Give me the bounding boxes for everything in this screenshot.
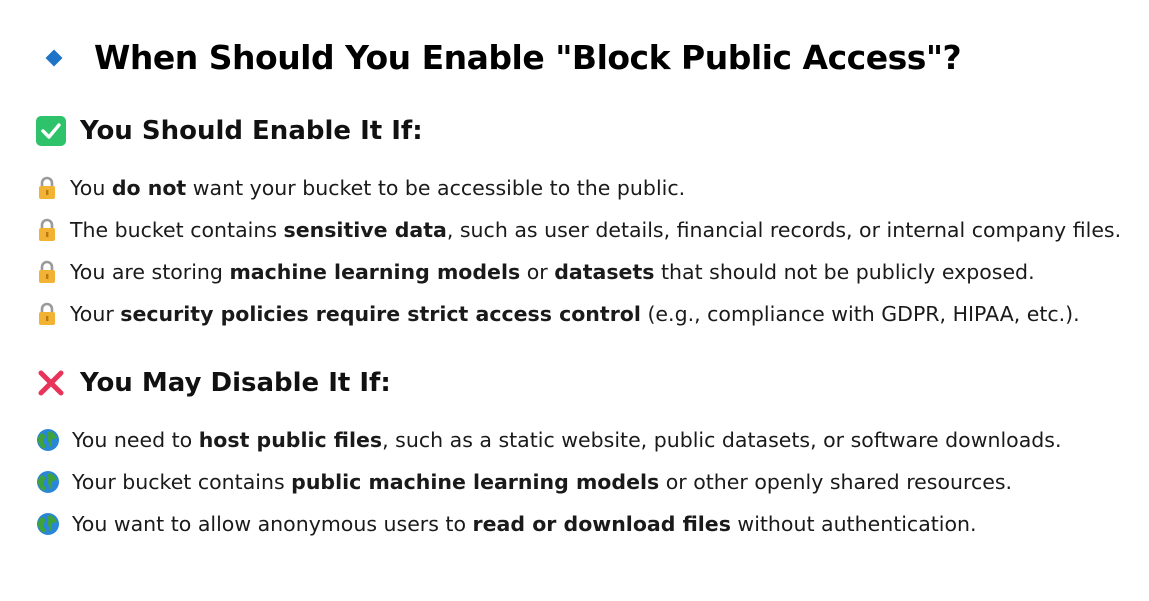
list-item — [36, 470, 1012, 494]
cross-mark-icon — [36, 368, 66, 398]
list-item — [36, 512, 977, 536]
list-item — [36, 176, 685, 200]
lock-icon — [36, 302, 58, 326]
list-item — [36, 218, 1121, 242]
page-title: When Should You Enable "Block Public Access"? — [94, 38, 962, 77]
lock-icon — [36, 218, 58, 242]
disable-heading-label: You May Disable It If: — [80, 368, 391, 398]
list-item-text: Your security policies require strict access control (e.g., compliance with GDPR, HIPAA, etc.). — [70, 302, 1080, 326]
disable-section-heading — [36, 368, 391, 398]
list-item — [36, 428, 1062, 452]
blue-diamond-icon — [46, 49, 63, 66]
enable-heading-label: You Should Enable It If: — [80, 116, 423, 146]
list-item-text: You want to allow anonymous users to read or download files without authentication. — [72, 512, 977, 536]
lock-icon — [36, 176, 58, 200]
list-item — [36, 302, 1080, 326]
list-item-text: The bucket contains sensitive data, such as user details, financial records, or internal company files. — [70, 218, 1122, 242]
list-item — [36, 260, 1035, 284]
globe-icon — [36, 470, 60, 494]
globe-icon — [36, 428, 60, 452]
list-item-text: You do not want your bucket to be accessible to the public. — [70, 176, 686, 200]
globe-icon — [36, 512, 60, 536]
list-item-text: You are storing machine learning models or datasets that should not be publicly exposed. — [70, 260, 1035, 284]
list-item-text: Your bucket contains public machine learning models or other openly shared resources. — [72, 470, 1013, 494]
list-item-text: You need to host public files, such as a static website, public datasets, or software downloads. — [72, 428, 1062, 452]
enable-section-heading — [36, 116, 423, 146]
title-row — [44, 38, 961, 77]
lock-icon — [36, 260, 58, 284]
check-mark-icon — [36, 116, 66, 146]
